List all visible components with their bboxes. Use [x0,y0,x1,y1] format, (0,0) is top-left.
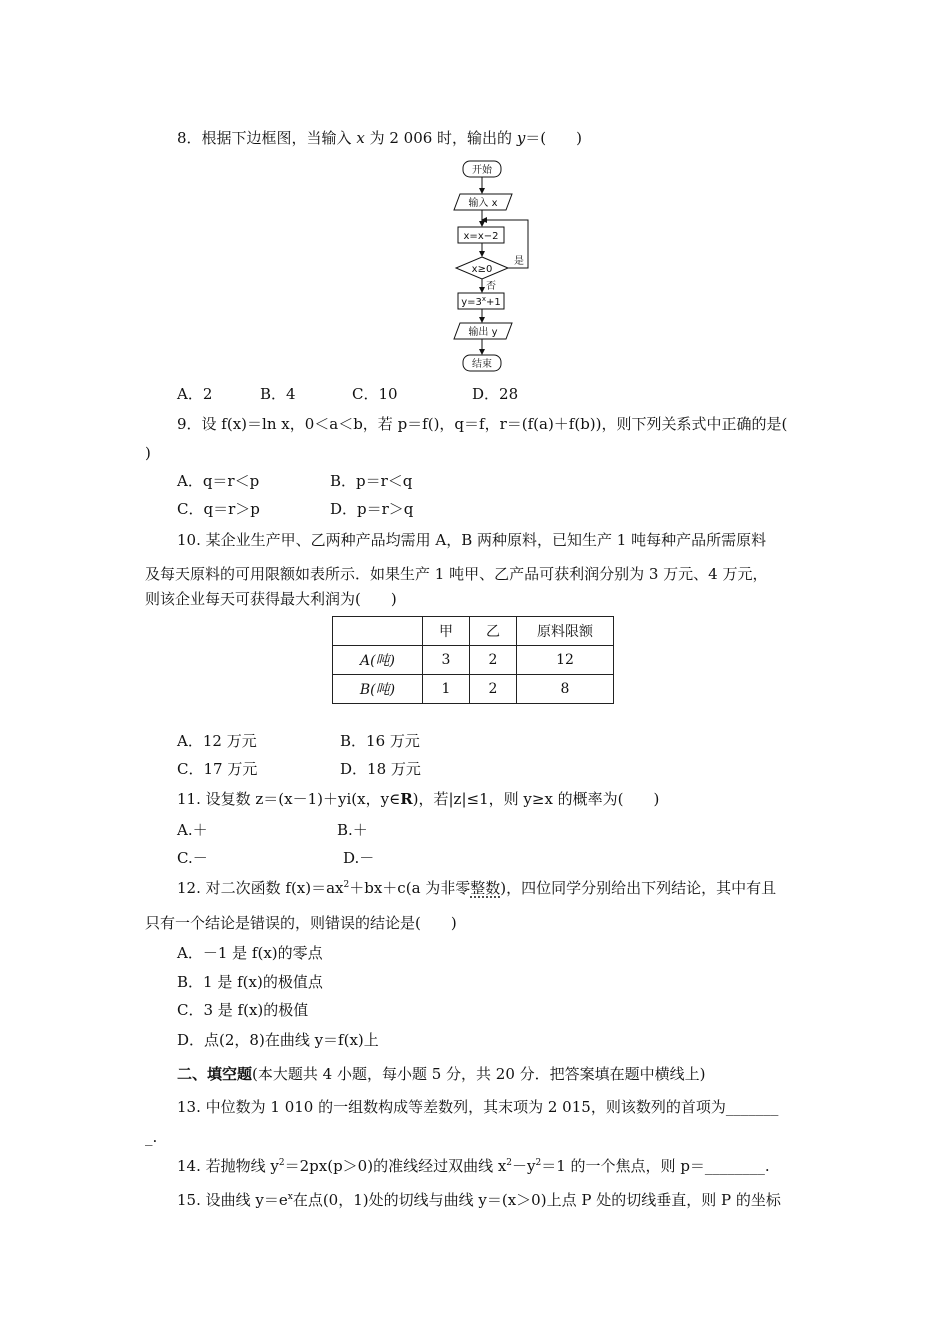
q12-line-1-c: )，四位同学分别给出下列结论，其中有且 [500,879,777,897]
flow-output-label: 输出 y [468,327,498,338]
q12-option-b: B．1 是 f(x)的极值点 [177,973,323,991]
q14-exponent-3: 2 [535,1158,542,1168]
q14-text-b: ＝2px(p＞0)的准线经过双曲线 x [284,1157,507,1175]
q14-exponent-2: 2 [506,1158,513,1168]
table-row [333,646,614,675]
table-cell: 1 [423,675,470,704]
table-header-cell: 原料限额 [517,617,614,646]
q9-option-a: A．q＝r＜p [177,472,260,490]
q10-line-2: 及每天原料的可用限额如表所示．如果生产 1 吨甲、乙产品可获利润分别为 3 万元、4 万元， [145,565,768,583]
q11-real-set: R [400,790,413,808]
q8-stem [177,128,582,148]
flow-yes-label: 是 [514,256,524,267]
table-header-row [333,617,614,646]
section-2-title: 二、填空题 [177,1065,253,1083]
q11-option-a: A.＋ [177,821,208,839]
q9-option-d: D．p＝r＞q [330,500,414,518]
q14-exponent-1: 2 [278,1158,285,1168]
q8-stem-text-b: 为 2 006 时，输出的 [364,129,517,147]
flow-no-label: 否 [486,281,496,292]
q12-emphasis-integer: 整数 [470,879,501,897]
table-row [333,675,614,704]
q12-line-2: 只有一个结论是错误的，则错误的结论是( ) [145,914,457,932]
q12-square-exponent: 2 [343,880,350,890]
table-header-cell: 乙 [470,617,517,646]
flow-end-label: 结束 [472,359,492,370]
q12-line-1-b: ＋bx＋c(a 为非零 [349,879,471,897]
q10-line-3: 则该企业每天可获得最大利润为( ) [145,590,397,608]
q10-option-c: C．17 万元 [177,760,258,778]
q10-table [332,616,614,704]
q14-text-c: －y [512,1157,536,1175]
q8-option-c: C．10 [352,385,398,403]
q14-text-a: 14. 若抛物线 y [177,1157,279,1175]
table-cell: 2 [470,646,517,675]
q10-option-b: B．16 万元 [340,732,420,750]
q8-flowchart [450,158,560,376]
q9-stem-tail: ) [145,444,151,462]
q12-line-1 [177,878,776,898]
q11-stem-math: z＝(x－1)＋yi(x，y∈ [255,790,401,808]
flow-assign-label: x=x−2 [463,231,499,242]
q9-option-c: C．q＝r＞p [177,500,260,518]
section-2-desc: (本大题共 4 小题，每小题 5 分，共 20 分．把答案填在题中横线上) [252,1065,706,1083]
q11-stem-text-a: 11. 设复数 [177,790,256,808]
table-header-cell [333,617,423,646]
q10-option-a: A．12 万元 [177,732,257,750]
table-cell: B(吨) [333,675,423,704]
q11-option-c: C.－ [177,849,208,867]
q8-option-d: D．28 [472,385,519,403]
flow-decision-label: x≥0 [471,264,493,275]
table-header-cell: 甲 [423,617,470,646]
q8-var-y: y [516,129,526,147]
section-2-heading [177,1064,706,1084]
q13-line-2: _. [145,1128,158,1146]
q12-option-d: D．点(2，8)在曲线 y＝f(x)上 [177,1031,379,1049]
q12-option-c: C．3 是 f(x)的极值 [177,1001,309,1019]
q12-line-1-a: 12. 对二次函数 f(x)＝ax [177,879,344,897]
q11-option-d: D.－ [343,849,375,867]
q11-option-b: B.＋ [337,821,368,839]
q15-stem [177,1190,781,1210]
table-cell: 8 [517,675,614,704]
table-cell: A(吨) [333,646,423,675]
flow-calc-label: $y=3^x+1$ [461,295,501,308]
q8-option-b: B．4 [260,385,296,403]
q14-text-d: ＝1 的一个焦点，则 p＝________. [541,1157,770,1175]
table-cell: 3 [423,646,470,675]
q8-var-x: x [356,129,365,147]
q15-text-b: 在点(0，1)处的切线与曲线 y＝(x＞0)上点 P 处的切线垂直，则 P 的坐标 [292,1191,781,1209]
q11-stem [177,789,659,809]
flow-start-label: 开始 [472,165,492,176]
q10-option-d: D．18 万元 [340,760,421,778]
q14-stem [177,1156,770,1176]
q9-stem: 9．设 f(x)＝ln x，0＜a＜b，若 p＝f()，q＝f，r＝(f(a)＋f(b))，则下列关系式中正确的是( [177,415,788,433]
q15-exponent: x [287,1192,293,1202]
q8-option-a: A．2 [177,385,213,403]
table-cell: 12 [517,646,614,675]
q8-stem-text-c: ＝( ) [525,129,583,147]
q13-line-1: 13. 中位数为 1 010 的一组数构成等差数列，其末项为 2 015，则该数列的首项为_______ [177,1098,779,1116]
q9-option-b: B．p＝r＜q [330,472,413,490]
table-cell: 2 [470,675,517,704]
q12-option-a: A．－1 是 f(x)的零点 [177,944,323,962]
flow-input-label: 输入 x [468,198,498,209]
q11-stem-text-b: )，若|z|≤1，则 y≥x 的概率为( ) [412,790,660,808]
q15-text-a: 15. 设曲线 y＝e [177,1191,288,1209]
q8-stem-text-a: 8．根据下边框图，当输入 [177,129,357,147]
q10-line-1: 10. 某企业生产甲、乙两种产品均需用 A，B 两种原料，已知生产 1 吨每种产品所需原料 [177,531,767,549]
